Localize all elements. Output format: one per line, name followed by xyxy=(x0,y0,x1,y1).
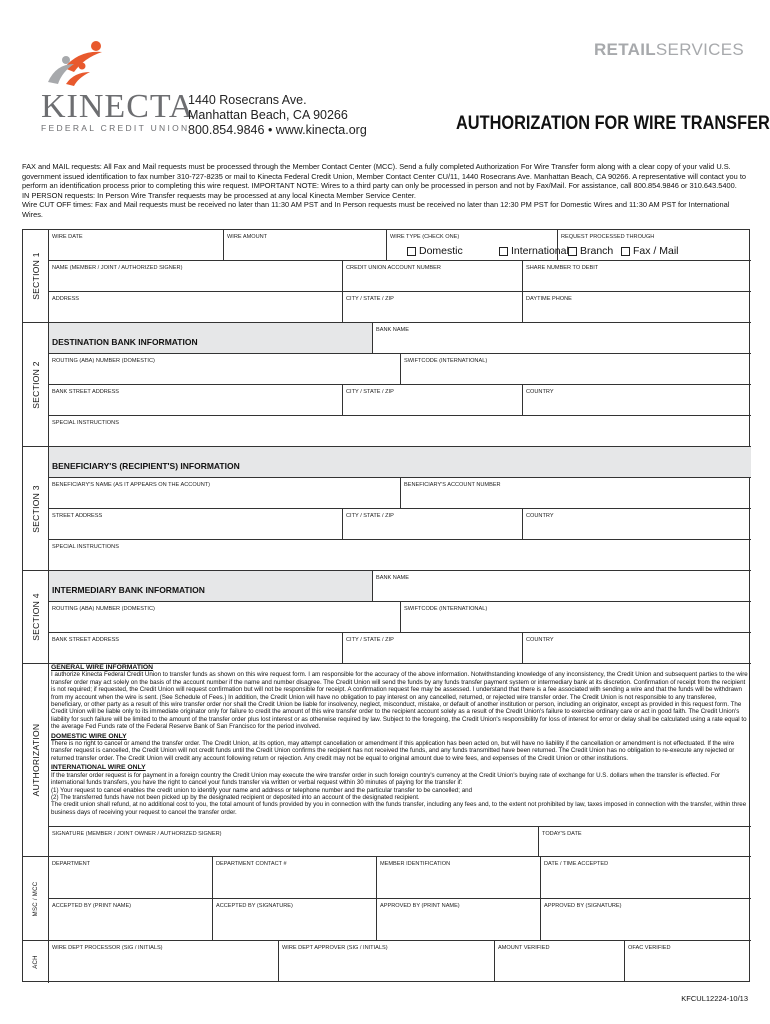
intermediary-routing-field[interactable]: ROUTING (ABA) NUMBER (DOMESTIC) xyxy=(49,602,401,633)
international-wire-item-2: (2) The transferred funds have not been picked up by the designated recipient or deposited into an account of the designated recipient. xyxy=(51,793,420,801)
beneficiary-account-field[interactable]: BENEFICIARY'S ACCOUNT NUMBER xyxy=(401,478,751,509)
kinecta-subtitle: FEDERAL CREDIT UNION xyxy=(41,123,190,133)
amount-verified-field[interactable]: AMOUNT VERIFIED xyxy=(495,941,625,982)
authorization-text xyxy=(51,662,749,816)
section-2-tab: SECTION 2 xyxy=(23,323,49,447)
domestic-wire-text: There is no right to cancel or amend the transfer order. The Credit Union, at its option, may attempt cancellation or amendment if this application has been acted on, but will have no liability if the cancellation or amendment is not effectuated. If the wire transfer request is cancelled, the Credit Union will not credit funds until the Credit Union confirms the recipient has not received the funds, and any funds transmitted have been returned. The Credit Union has no obligation to re-execute any rejected or returned transfer order. The Credit Union will credit any account following return or rejection. Any credit may not be equal to original amount due to wire fees, and expenses of the Credit Union or other institutions. xyxy=(51,740,735,762)
intermediary-bank-header: INTERMEDIARY BANK INFORMATION xyxy=(49,571,373,602)
request-processed-field: REQUEST PROCESSED THROUGH xyxy=(558,230,751,261)
fax-mail-checkbox-box xyxy=(621,247,630,256)
dest-routing-field[interactable]: ROUTING (ABA) NUMBER (DOMESTIC) xyxy=(49,354,401,385)
section-3-tab: SECTION 3 xyxy=(23,447,49,571)
intro-fax-mail: FAX and MAIL requests: All Fax and Mail requests must be processed through the Member Contact Center (MCC). Send a fully completed Authorization For Wire Transfer form along with a clear copy of your valid U.S. government issued identification to fax number 310-727-8235 or mail to Kinecta Federal Credit Union, Member Contact Center CU/11, 1440 Rosecrans Ave. Manhattan Beach, CA 90266. A representative will contact you to perform an identification process prior to completing this wire request. IMPORTANT NOTE: Wires to a third party can only be processed in person and not by Fax/Mail. For assistance, call 800.854.9846 or 310.643.5400. xyxy=(22,162,746,190)
international-wire-item-3: The credit union shall refund, at no additional cost to you, the total amount of funds provided by you in connection with the funds transfer, including any fees and, to the extent not prohibited by law, taxes imposed in connection with the transfer, within three business days of receiving your request to cancel the transfer order. xyxy=(51,801,747,816)
ofac-verified-field[interactable]: OFAC VERIFIED xyxy=(628,945,671,951)
dest-bank-street-field[interactable]: BANK STREET ADDRESS xyxy=(49,385,343,416)
page-title: AUTHORIZATION FOR WIRE TRANSFER xyxy=(456,113,770,134)
accepted-by-signature-field[interactable]: ACCEPTED BY (SIGNATURE) xyxy=(213,899,377,941)
section-1-tab: SECTION 1 xyxy=(23,230,49,323)
international-wire-heading: INTERNATIONAL WIRE ONLY xyxy=(51,764,146,772)
member-identification-field[interactable]: MEMBER IDENTIFICATION xyxy=(377,857,541,899)
wire-processor-field[interactable]: WIRE DEPT PROCESSOR (SIG / INITIALS) xyxy=(49,941,279,982)
share-number-field[interactable]: SHARE NUMBER TO DEBIT xyxy=(523,261,751,292)
member-name-field[interactable]: NAME (MEMBER / JOINT / AUTHORIZED SIGNER) xyxy=(49,261,343,292)
branch-checkbox-box xyxy=(568,247,577,256)
beneficiary-city-state-zip-field[interactable]: CITY / STATE / ZIP xyxy=(343,509,523,540)
destination-bank-header: DESTINATION BANK INFORMATION xyxy=(49,323,373,354)
approved-by-print-field[interactable]: APPROVED BY (PRINT NAME) xyxy=(377,899,541,941)
wire-transfer-form xyxy=(22,229,750,982)
general-wire-heading: GENERAL WIRE INFORMATION xyxy=(51,664,154,671)
intermediary-bank-street-field[interactable]: BANK STREET ADDRESS xyxy=(49,633,343,664)
city-state-zip-field[interactable]: CITY / STATE / ZIP xyxy=(343,292,523,323)
international-checkbox[interactable]: International xyxy=(499,245,569,257)
international-wire-text: If the transfer order request is for payment in a foreign country the Credit Union may execute the wire transfer order in such foreign country's currency at the Credit Union's buying rate of exchange for U.S. dollars when the transfer is effected. For international funds transfers, you have the right to cancel your funds transfer via written or verbal request within 30 minutes of paying for the transfer if: xyxy=(51,771,721,787)
section-4-tab: SECTION 4 xyxy=(23,571,49,664)
intro-in-person: IN PERSON requests: In Person Wire Transfer requests may be processed at any local Kinecta Member Service Center. xyxy=(22,190,416,200)
retail-services-label: RETAILSERVICES xyxy=(593,40,744,59)
intermediary-swift-field[interactable]: SWIFTCODE (INTERNATIONAL) xyxy=(401,602,751,633)
intro-instructions xyxy=(22,162,750,219)
dest-special-instructions-field[interactable]: SPECIAL INSTRUCTIONS xyxy=(49,416,751,447)
approved-by-signature-field[interactable]: APPROVED BY (SIGNATURE) xyxy=(541,899,751,941)
accepted-by-print-field[interactable]: ACCEPTED BY (PRINT NAME) xyxy=(49,899,213,941)
wire-amount-field[interactable]: WIRE AMOUNT xyxy=(224,230,387,261)
daytime-phone-field[interactable]: DAYTIME PHONE xyxy=(523,292,751,323)
international-checkbox-box xyxy=(499,247,508,256)
dest-country-field[interactable]: COUNTRY xyxy=(523,385,751,416)
intermediary-bank-name-field[interactable]: BANK NAME xyxy=(373,571,751,602)
domestic-checkbox[interactable]: Domestic xyxy=(407,245,463,257)
domestic-checkbox-box xyxy=(407,247,416,256)
general-wire-text: I authorize Kinecta Federal Credit Union to transfer funds as shown on this wire request form. I am responsible for the accuracy of the above information. Notwithstanding knowledge of any inconsistency, the Credit Union and subsequent parties to the wire transfer order may act solely on the basis of the account number if the name and number disagree. The Credit Union will send the funds by any funds transfer payment system or intermediary bank at its discretion. Confirmation of receipt from the recipient is not required; if requested, the Credit Union will request confirmation but will not be responsible for receipt. A confirmation request fee may be assessed. I understand that there is a fee associated with sending a wire and that the funds will be withdrawn from my account when the wire is sent. (See Schedule of Fees.) In addition, the Credit Union will have no obligation to pay interest on any cancelled, returned, or rejected wire transfer order. The Credit Union is not responsible to any transferee, beneficiary, or other party as a result of this wire transfer order nor shall the Credit Union be liable for insolvency, neglect, misconduct, mistake, or default of another institution or person, including an originator, except as provided in this request form. The Credit Union will be liable only to its immediate originator only for failure to credit the amount of this wire transfer order to the recipient account solely as a result of the Credit Union's failure to exercise ordinary care or act in good faith. The Credit Union's liability for such failure will be limited to the amount of the transfer order plus lost interest or as otherwise required by law. Subject to the foregoing, the Credit Union's responsibility for loss of interest for error or delay shall be calculated using a rate equal to the average Fed Funds rate of the Federal Reserve Bank of San Francisco for the period involved. xyxy=(51,671,748,731)
signature-field[interactable]: SIGNATURE (MEMBER / JOINT OWNER / AUTHORIZED SIGNER) xyxy=(49,826,539,857)
date-time-accepted-field[interactable]: DATE / TIME ACCEPTED xyxy=(541,857,751,899)
beneficiary-street-field[interactable]: STREET ADDRESS xyxy=(49,509,343,540)
intro-cutoff: Wire CUT OFF times: Fax and Mail requests must be received no later than 11:30 AM PST and In Person requests must be received no later than 12:30 PM PST for Domestic Wires and 11:30 AM PST for International Wires. xyxy=(22,200,730,219)
contact-address: 1440 Rosecrans Ave. Manhattan Beach, CA 90266 800.854.9846 • www.kinecta.org xyxy=(188,93,367,137)
fax-mail-checkbox[interactable]: Fax / Mail xyxy=(621,245,679,257)
authorization-tab: AUTHORIZATION xyxy=(23,664,49,857)
dest-swift-field[interactable]: SWIFTCODE (INTERNATIONAL) xyxy=(401,354,751,385)
domestic-wire-heading: DOMESTIC WIRE ONLY xyxy=(51,732,127,740)
international-wire-item-1: (1) Your request to cancel enables the credit union to identify your name and address or telephone number and the particular transfer to be cancelled; and xyxy=(51,786,473,794)
branch-checkbox[interactable]: Branch xyxy=(568,245,613,257)
ach-tab: ACH xyxy=(23,941,49,983)
department-contact-field[interactable]: DEPARTMENT CONTACT # xyxy=(213,857,377,899)
todays-date-field[interactable]: TODAY'S DATE xyxy=(539,826,751,857)
beneficiary-country-field[interactable]: COUNTRY xyxy=(523,509,751,540)
cu-account-field[interactable]: CREDIT UNION ACCOUNT NUMBER xyxy=(343,261,523,292)
wire-type-field: WIRE TYPE (CHECK ONE) xyxy=(387,230,558,261)
wire-approver-field[interactable]: WIRE DEPT APPROVER (SIG / INITIALS) xyxy=(279,941,495,982)
intermediary-country-field[interactable]: COUNTRY xyxy=(523,633,751,664)
wire-date-field[interactable]: WIRE DATE xyxy=(49,230,224,261)
intermediary-city-state-zip-field[interactable]: CITY / STATE / ZIP xyxy=(343,633,523,664)
form-code: KFCUL12224-10/13 xyxy=(681,994,748,1003)
kinecta-wordmark: KINECTA xyxy=(41,88,195,125)
dest-city-state-zip-field[interactable]: CITY / STATE / ZIP xyxy=(343,385,523,416)
msc-mcc-tab: MSC / MCC xyxy=(23,857,49,941)
department-field[interactable]: DEPARTMENT xyxy=(49,857,213,899)
beneficiary-special-instructions-field[interactable]: SPECIAL INSTRUCTIONS xyxy=(49,540,751,571)
beneficiary-header: BENEFICIARY'S (RECIPIENT'S) INFORMATION xyxy=(49,447,751,478)
kinecta-logo-icon xyxy=(44,38,114,88)
dest-bank-name-field[interactable]: BANK NAME xyxy=(373,323,751,354)
beneficiary-name-field[interactable]: BENEFICIARY'S NAME (AS IT APPEARS ON THE ACCOUNT) xyxy=(49,478,401,509)
address-field[interactable]: ADDRESS xyxy=(49,292,343,323)
